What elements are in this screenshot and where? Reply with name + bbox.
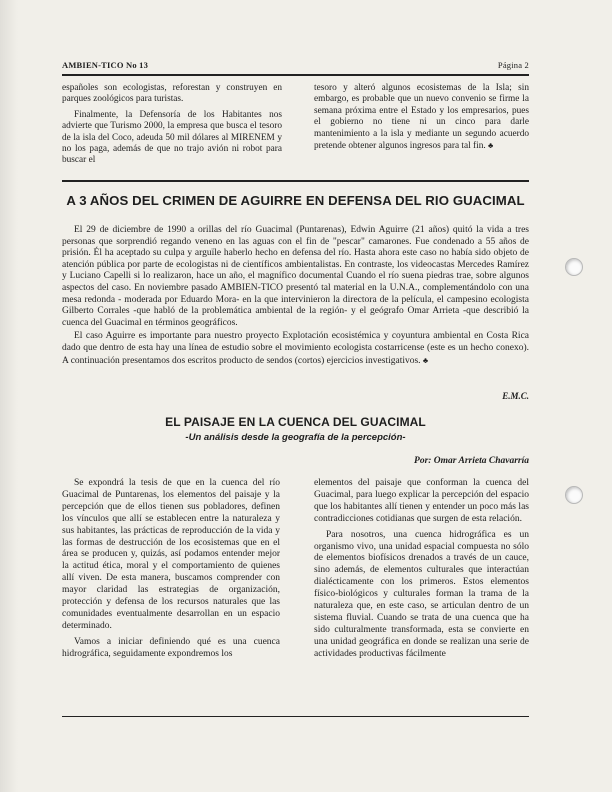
sub-article-left-column (62, 478, 280, 688)
sub-article-right-column (314, 478, 529, 688)
paragraph: El caso Aguirre es importante para nuestro proyecto Explotación ecosistémica y coyuntura ambiental en Costa Rica dado que dentro de esta hay una línea de estudio sobre el movimiento ecologista costarricense (este es un hecho conexo). A continuación presentamos dos escritos producto de sendos (cortos) ejercicios investigativos. ♣ (62, 331, 529, 366)
paragraph: Para nosotros, una cuenca hidrográfica es un organismo vivo, una unidad espacial compuesta no sólo de elementos biofísicos drenados a través de un cauce, sino además, de elementos culturales que interactúan dialécticamente con los primeros. Estos elementos físico-biológicos y culturales forman la trama de la naturaleza que, en este caso, se articulan dentro de un sistema fluvial. Cuando se trata de una cuenca que ha sido culturalmente transformada, esta se convierte en una unidad geográfica en donde se realizan una serie de actividades productivas fácilmente (314, 529, 529, 659)
author-initials: E.M.C. (502, 391, 529, 401)
sub-article-title: EL PAISAJE EN LA CUENCA DEL GUACIMAL (165, 415, 426, 429)
article-intro (62, 225, 529, 385)
paragraph: Se expondrá la tesis de que en la cuenca del río Guacimal de Puntarenas, los elementos del paisaje y la percepción que de ellos tienen sus pobladores, definen los vínculos que allí se establecen entre la naturaleza y sus habitantes, las prácticas de reproducción de la vida y las formas de destrucción de los ecosistemas que en el área se producen y, quizás, así podamos entender mejor la actitud ética, moral y el comportamiento de quienes allí viven. De esta manera, buscamos comprender con mayor claridad las estrategias de organización, protección y defensa de los recursos naturales que las comunidades eventualmente desarrollan en un espacio determinado. (62, 478, 280, 631)
paragraph: Finalmente, la Defensoría de los Habitantes nos advierte que Turismo 2000, la empresa que busca el tesoro de la isla del Coco, adeuda 50 mil dólares al MIRENEM y no los paga, además de que no trajo avión ni robot para buscar el (62, 109, 282, 166)
section-divider (62, 180, 529, 182)
club-end-mark: ♣ (422, 355, 429, 365)
punch-hole-bottom (565, 486, 583, 504)
previous-article-left-column (62, 83, 282, 169)
byline: Por: Omar Arrieta Chavarría (414, 456, 529, 466)
page-number: Página 2 (497, 60, 529, 70)
footer-rule (62, 716, 529, 717)
previous-article-right-column (314, 83, 529, 169)
punch-hole-top (565, 258, 583, 276)
paragraph: El 29 de diciembre de 1990 a orillas del río Guacimal (Puntarenas), Edwin Aguirre (21 años) quitó la vida a tres personas que sorprendió regando veneno en las aguas con el fin de "pescar" camarones. Fue condenado a 55 años de prisión. Él ha aceptado su culpa y arguïle haberlo hecho en defensa del río. Hasta ahora este caso no había sido objeto de atención pública por parte de ecologistas ni de científicos ambientalistas. En contraste, los videocastas Mercedes Ramírez y Luciano Capelli si lo realizaron, hace un año, el magnífico documental Cuando el río suena piedras trae, sobre algunos aspectos del caso. En noviembre pasado AMBIEN-TICO presentó tal material en la U.N.A., complementándolo con una mesa redonda - moderada por Eduardo Mora- en la que intervinieron la directora de la película, el campesino ecologista Gilberto Corrales -que habló de la problemática ambiental de la región- y el geógrafo Omar Arrieta -que describió la cuenca del Guacimal en términos geográficos. (62, 225, 529, 328)
publication-name: AMBIEN-TICO No 13 (62, 60, 149, 70)
paragraph: tesoro y alteró algunos ecosistemas de la Isla; sin embargo, es probable que un nuevo convenio se firme la semana próxima entre el Estado y los empresarios, pues el gobierno no tiene ni un cinco para darle mantenimiento a la isla y mediante un segundo acuerdo pretende obtener algunos ingresos para tal fin. ♣ (314, 83, 529, 152)
running-header (62, 60, 529, 72)
header-rule (62, 74, 529, 76)
page-edge-shadow (0, 0, 18, 792)
sub-article-subtitle: -Un análisis desde la geografía de la percepción- (185, 432, 406, 443)
article-title: A 3 AÑOS DEL CRIMEN DE AGUIRRE EN DEFENSA DEL RIO GUACIMAL (66, 193, 525, 208)
paragraph: Vamos a iniciar definiendo qué es una cuenca hidrográfica, seguidamente expondremos los (62, 636, 280, 659)
club-end-mark: ♣ (488, 141, 494, 151)
paragraph: elementos del paisaje que conforman la cuenca del Guacimal, para luego explicar la percepción del espacio que los habitantes allí tienen y entender un poco más las contradicciones cotidianas que surgen de esta relación. (314, 478, 529, 524)
paragraph: españoles son ecologistas, reforestan y construyen en parques zoológicos para turistas. (62, 83, 282, 105)
